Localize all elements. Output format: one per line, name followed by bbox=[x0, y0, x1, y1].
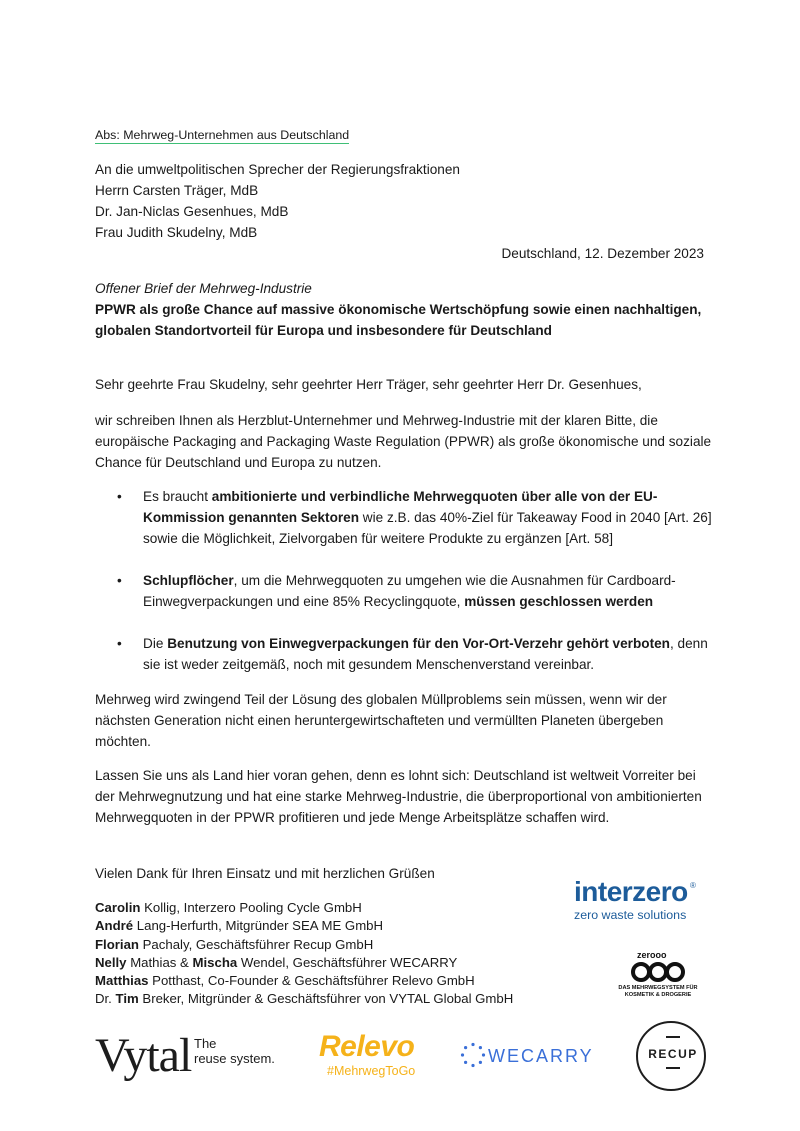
interzero-tagline: zero waste solutions bbox=[574, 908, 687, 922]
recup-bar-icon bbox=[666, 1036, 680, 1038]
list-item: • Die Benutzung von Einwegverpackungen für den Vor-Ort-Verzehr gehört verboten, denn sie ist weder zeitgemäß, noch mit gesundem Menschenverstand vereinbar. bbox=[95, 633, 715, 675]
recipient-line: An die umweltpolitischen Sprecher der Regierungsfraktionen bbox=[95, 162, 460, 177]
letter-subject: PPWR als große Chance auf massive ökonomische Wertschöpfung sowie einen nachhaltigen, globalen Standortvorteil für Europa und insbesondere für Deutschland bbox=[95, 302, 702, 338]
wecarry-dotted-circle-icon bbox=[460, 1042, 486, 1068]
signatory-line: Carolin Kollig, Interzero Pooling Cycle GmbH bbox=[95, 900, 362, 915]
recipient-line: Frau Judith Skudelny, MdB bbox=[95, 225, 258, 240]
sender-line: Abs: Mehrweg-Unternehmen aus Deutschland bbox=[95, 128, 350, 142]
paragraph-three: Lassen Sie uns als Land hier voran gehen, denn es lohnt sich: Deutschland ist weltweit Vorreiter bei der Mehrwegnutzung und hat eine starke Mehrweg-Industrie, die überproportional von ambitionierten Mehrwegquoten in der PPWR profitieren und jede Menge Arbeitsplätze schaffen wird. bbox=[95, 768, 702, 825]
list-item: • Schlupflöcher, um die Mehrwegquoten zu umgehen wie die Ausnahmen für Cardboard-Einwegverpackungen und eine 85% Recyclingquote, müssen geschlossen werden bbox=[95, 570, 715, 612]
vytal-tagline: The reuse system. bbox=[194, 1036, 275, 1066]
interzero-logo: interzero bbox=[574, 876, 688, 907]
recipient-block bbox=[95, 159, 460, 243]
salutation: Sehr geehrte Frau Skudelny, sehr geehrter Herr Träger, sehr geehrter Herr Dr. Gesenhues, bbox=[95, 377, 642, 392]
signatory-line: André Lang-Herfurth, Mitgründer SEA ME GmbH bbox=[95, 918, 384, 934]
signatory-line: Nelly Mathias & Mischa Wendel, Geschäftsführer WECARRY bbox=[95, 954, 458, 970]
letter-kicker: Offener Brief der Mehrweg-Industrie bbox=[95, 281, 312, 296]
bullet-icon: • bbox=[117, 489, 122, 504]
signatory-line: Dr. Tim Breker, Mitgründer & Geschäftsführer von VYTAL Global GmbH bbox=[95, 991, 514, 1007]
zerooo-infinity-icon bbox=[630, 961, 686, 983]
recipient-line: Dr. Jan-Niclas Gesenhues, MdB bbox=[95, 204, 289, 219]
list-item: • Es braucht ambitionierte und verbindliche Mehrwegquoten über alle von der EU-Kommission genannten Sektoren wie z.B. das 40%-Ziel für Takeaway Food in 2040 [Art. 26] sowie die Möglichkeit, Zielvorgaben für weitere Produkte zu ergänzen [Art. 58] bbox=[95, 486, 715, 549]
zerooo-logo: zerooo bbox=[637, 950, 667, 960]
bullet-icon: • bbox=[117, 573, 122, 588]
signatory-line: Florian Pachaly, Geschäftsführer Recup GmbH bbox=[95, 936, 374, 952]
zerooo-tagline: DAS MEHRWEGSYSTEM FÜR KOSMETIK & DROGERIE bbox=[618, 985, 698, 998]
recipient-line: Herrn Carsten Träger, MdB bbox=[95, 183, 259, 198]
signatory-list bbox=[95, 899, 513, 1009]
relevo-tagline: #MehrwegToGo bbox=[327, 1064, 416, 1078]
registered-mark: ® bbox=[690, 881, 696, 890]
demands-list bbox=[95, 486, 715, 696]
letter-date: Deutschland, 12. Dezember 2023 bbox=[501, 246, 704, 261]
signatory-line: Matthias Potthast, Co-Founder & Geschäftsführer Relevo GmbH bbox=[95, 973, 475, 989]
vytal-logo: Vytal bbox=[95, 1029, 192, 1082]
wecarry-logo: WECARRY bbox=[488, 1046, 594, 1066]
bullet-icon: • bbox=[117, 636, 122, 651]
recup-logo: RECUP bbox=[648, 1047, 698, 1061]
closing-line: Vielen Dank für Ihren Einsatz und mit herzlichen Grüßen bbox=[95, 866, 435, 881]
intro-paragraph: wir schreiben Ihnen als Herzblut-Unternehmer und Mehrweg-Industrie mit der klaren Bitte, die europäische Packaging and Packaging Waste Regulation (PPWR) als große ökonomische und soziale Chance für Deutschland und Europa zu nutzen. bbox=[95, 413, 712, 470]
paragraph-two: Mehrweg wird zwingend Teil der Lösung des globalen Müllproblems sein müssen, wenn wir der nächsten Generation nicht einen heruntergewirtschafteten und vermüllten Planeten übergeben möchten. bbox=[95, 692, 667, 749]
recup-bar-icon bbox=[666, 1067, 680, 1069]
relevo-logo: Relevo bbox=[319, 1030, 415, 1063]
